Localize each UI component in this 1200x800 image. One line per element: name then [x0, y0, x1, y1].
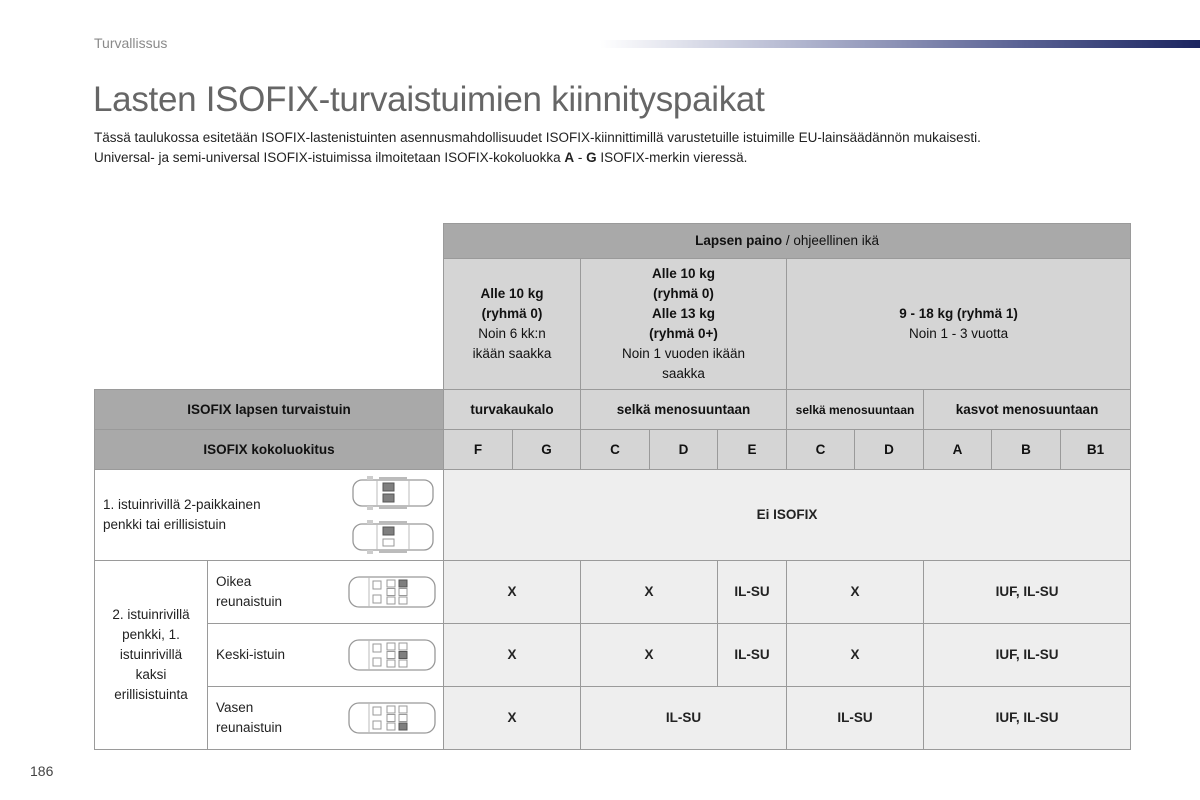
- weight-header: [444, 224, 1131, 259]
- position-label: Vasen: [216, 700, 254, 715]
- row1-seat-cell: [95, 470, 444, 561]
- group-1-line: ikään saakka: [472, 346, 552, 361]
- isofix-table: [94, 223, 1131, 750]
- group-2-line: (ryhmä 0): [653, 286, 714, 301]
- group-1-line: Alle 10 kg: [480, 286, 544, 301]
- section-label: Turvallissus: [94, 35, 168, 51]
- weight-group-1: [444, 259, 581, 390]
- size-class: A: [924, 430, 992, 470]
- cell-value: IL-SU: [581, 687, 787, 750]
- group-3-line: 9 - 18 kg (ryhmä 1): [899, 306, 1018, 321]
- row2-group-line: istuinrivillä: [119, 647, 183, 662]
- cell-value: IUF, IL-SU: [924, 624, 1131, 687]
- position-label: Oikea: [216, 574, 252, 589]
- blank-corner-2: [95, 259, 444, 390]
- position-center-cell: [208, 624, 444, 687]
- group-2-line: Noin 1 vuoden ikään: [621, 346, 746, 361]
- size-class: B1: [1061, 430, 1131, 470]
- seat-type-carrier: turvakaukalo: [444, 390, 581, 430]
- size-class: F: [444, 430, 513, 470]
- size-class-last: G: [586, 150, 597, 165]
- group-2-line: Alle 10 kg: [651, 266, 716, 281]
- group-2-line: Alle 13 kg: [651, 306, 716, 321]
- car-front-bench-icon: [351, 474, 435, 512]
- weight-group-2: [581, 259, 787, 390]
- car-rear-right-seat-icon: [347, 573, 437, 611]
- page-title: Lasten ISOFIX-turvaistuimien kiinnityspaikat: [93, 80, 765, 119]
- size-class: E: [718, 430, 787, 470]
- group-1-line: Noin 6 kk:n: [478, 326, 546, 341]
- weight-header-rest: / ohjeellinen ikä: [782, 233, 879, 248]
- cell-value: X: [581, 624, 718, 687]
- seat-type-rear-facing: selkä menosuuntaan: [581, 390, 787, 430]
- cell-value: X: [444, 624, 581, 687]
- group-1-line: (ryhmä 0): [481, 306, 543, 321]
- seat-type-rear-facing-2: selkä menosuuntaan: [787, 390, 924, 430]
- cell-value: IL-SU: [787, 687, 924, 750]
- intro-line-2-end: ISOFIX-merkin vieressä.: [596, 150, 748, 165]
- intro-text: [94, 128, 1144, 168]
- row2-group-line: penkki, 1.: [122, 627, 180, 642]
- group-2-line: saakka: [662, 366, 705, 381]
- header-gradient-bar: [600, 40, 1200, 48]
- cell-value: IUF, IL-SU: [924, 561, 1131, 624]
- cell-value: X: [444, 561, 581, 624]
- position-left-cell: [208, 687, 444, 750]
- intro-line-2-start: Universal- ja semi-universal ISOFIX-istuimissa ilmoitetaan ISOFIX-kokoluokka: [94, 150, 565, 165]
- intro-separator: -: [574, 150, 587, 165]
- row2-group-line: kaksi: [135, 667, 167, 682]
- row1-value: Ei ISOFIX: [444, 470, 1131, 561]
- row1-label: penkki tai erillisistuin: [103, 517, 227, 532]
- size-class-label: ISOFIX kokoluokitus: [95, 430, 444, 470]
- group-3-line: Noin 1 - 3 vuotta: [909, 326, 1009, 341]
- position-label: reunaistuin: [216, 720, 283, 735]
- cell-value: IL-SU: [718, 624, 787, 687]
- size-class: C: [581, 430, 650, 470]
- car-front-seat-icon: [351, 518, 435, 556]
- intro-line-2: [94, 148, 1144, 168]
- seat-type-forward-facing: kasvot menosuuntaan: [924, 390, 1131, 430]
- position-label: reunaistuin: [216, 594, 283, 609]
- row1-label: 1. istuinrivillä 2-paikkainen: [103, 497, 261, 512]
- group-2-line: (ryhmä 0+): [649, 326, 718, 341]
- blank-corner: [95, 224, 444, 259]
- cell-value: X: [444, 687, 581, 750]
- weight-group-3: [787, 259, 1131, 390]
- position-right-cell: [208, 561, 444, 624]
- seat-type-label: ISOFIX lapsen turvaistuin: [95, 390, 444, 430]
- size-class: B: [992, 430, 1061, 470]
- cell-value: X: [787, 561, 924, 624]
- size-class: G: [513, 430, 581, 470]
- row2-group-line: erillisistuinta: [114, 687, 188, 702]
- size-class: D: [650, 430, 718, 470]
- cell-value: IL-SU: [718, 561, 787, 624]
- position-label: Keski-istuin: [216, 647, 286, 662]
- car-rear-center-seat-icon: [347, 636, 437, 674]
- cell-value: X: [581, 561, 718, 624]
- cell-value: X: [787, 624, 924, 687]
- page-number: 186: [30, 763, 54, 779]
- cell-value: IUF, IL-SU: [924, 687, 1131, 750]
- size-class-first: A: [564, 150, 575, 165]
- weight-header-bold: Lapsen paino: [695, 233, 783, 248]
- row2-group-label: [95, 561, 208, 750]
- intro-line-1: Tässä taulukossa esitetään ISOFIX-lastenistuinten asennusmahdollisuudet ISOFIX-kiinnittimillä varustetuille istuimille EU-lainsäädännön mukaisesti.: [94, 130, 981, 145]
- car-rear-left-seat-icon: [347, 699, 437, 737]
- size-class: C: [787, 430, 855, 470]
- size-class: D: [855, 430, 924, 470]
- row2-group-line: 2. istuinrivillä: [112, 607, 190, 622]
